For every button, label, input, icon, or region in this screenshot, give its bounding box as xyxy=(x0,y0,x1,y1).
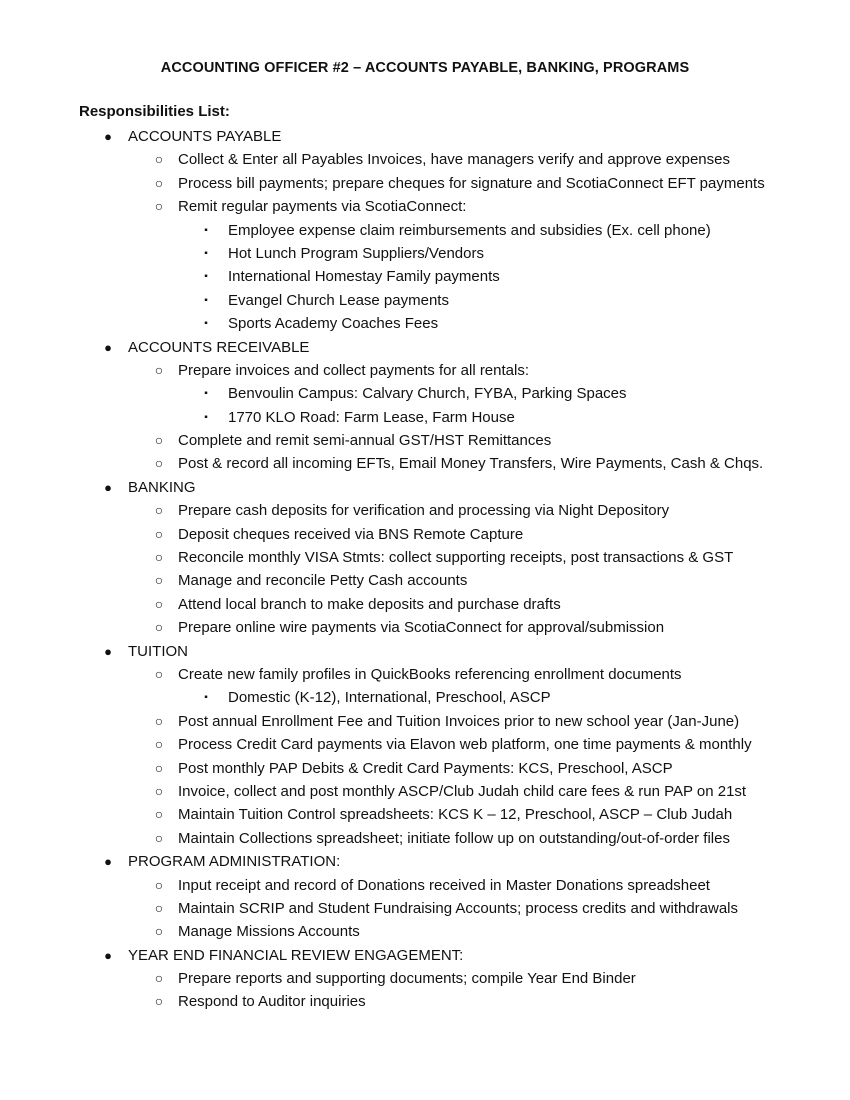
list-item-text: Post monthly PAP Debits & Credit Card Payments: KCS, Preschool, ASCP xyxy=(178,759,673,777)
bullet-level-2-icon: ○ xyxy=(154,174,164,191)
bullet-level-1-icon: ● xyxy=(104,479,112,495)
list-item-text: Employee expense claim reimbursements and subsidies (Ex. cell phone) xyxy=(228,221,711,239)
list-item-level-2 xyxy=(0,499,850,522)
bullet-level-2-icon: ○ xyxy=(154,572,164,589)
list-item-text: 1770 KLO Road: Farm Lease, Farm House xyxy=(228,408,515,426)
list-item-level-2 xyxy=(0,780,850,803)
list-item-text: Benvoulin Campus: Calvary Church, FYBA, Parking Spaces xyxy=(228,385,627,403)
list-item-level-3 xyxy=(0,265,850,288)
list-item-text: TUITION xyxy=(128,642,188,660)
bullet-level-2-icon: ○ xyxy=(154,782,164,799)
bullet-level-1-icon: ● xyxy=(104,643,112,659)
list-item-level-2 xyxy=(0,990,850,1013)
bullet-level-3-icon: ▪ xyxy=(204,271,208,283)
bullet-level-1-icon: ● xyxy=(104,854,112,870)
list-item-text: BANKING xyxy=(128,478,196,496)
list-item-text: Maintain SCRIP and Student Fundraising Accounts; process credits and withdrawals xyxy=(178,899,739,917)
list-item-level-2 xyxy=(0,148,850,171)
bullet-level-3-icon: ▪ xyxy=(204,318,208,330)
bullet-level-2-icon: ○ xyxy=(154,432,164,449)
list-item-level-2 xyxy=(0,616,850,639)
list-item-text: Attend local branch to make deposits and purchase drafts xyxy=(178,595,561,613)
list-item-text: Deposit cheques received via BNS Remote Capture xyxy=(178,525,524,543)
list-item-level-2 xyxy=(0,803,850,826)
list-item-text: Complete and remit semi-annual GST/HST Remittances xyxy=(178,432,552,450)
list-item-level-1 xyxy=(0,476,850,499)
list-item-level-2 xyxy=(0,967,850,990)
list-item-level-2 xyxy=(0,897,850,920)
bullet-level-2-icon: ○ xyxy=(154,759,164,776)
list-item-text: Prepare cash deposits for verification and processing via Night Depository xyxy=(178,502,670,520)
list-item-text: Manage and reconcile Petty Cash accounts xyxy=(178,572,468,590)
bullet-level-2-icon: ○ xyxy=(154,876,164,893)
bullet-level-3-icon: ▪ xyxy=(204,388,208,400)
list-item-text: Process Credit Card payments via Elavon web platform, one time payments & monthly xyxy=(178,736,752,754)
bullet-level-2-icon: ○ xyxy=(154,151,164,168)
list-item-text: PROGRAM ADMINISTRATION: xyxy=(128,853,341,871)
list-item-text: Prepare online wire payments via ScotiaConnect for approval/submission xyxy=(178,619,665,637)
bullet-level-2-icon: ○ xyxy=(154,502,164,519)
list-item-level-3 xyxy=(0,686,850,709)
list-item-level-1 xyxy=(0,336,850,359)
list-item-level-2 xyxy=(0,757,850,780)
list-item-level-2 xyxy=(0,172,850,195)
list-item-text: International Homestay Family payments xyxy=(228,268,500,286)
list-item-level-2 xyxy=(0,359,850,382)
list-item-level-3 xyxy=(0,289,850,312)
list-item-text: ACCOUNTS PAYABLE xyxy=(128,128,282,145)
list-item-text: Hot Lunch Program Suppliers/Vendors xyxy=(228,244,484,262)
responsibilities-heading: Responsibilities List: xyxy=(79,103,230,120)
list-item-level-2 xyxy=(0,195,850,218)
list-item-text: Invoice, collect and post monthly ASCP/Club Judah child care fees & run PAP on 21st xyxy=(178,782,747,800)
bullet-level-3-icon: ▪ xyxy=(204,294,208,306)
list-item-text: Input receipt and record of Donations received in Master Donations spreadsheet xyxy=(178,876,710,894)
bullet-level-2-icon: ○ xyxy=(154,455,164,472)
bullet-level-1-icon: ● xyxy=(104,129,112,144)
list-item-level-2 xyxy=(0,710,850,733)
bullet-level-1-icon: ● xyxy=(104,339,112,355)
list-item-text: Prepare invoices and collect payments for all rentals: xyxy=(178,361,530,379)
list-item-text: Maintain Collections spreadsheet; initiate follow up on outstanding/out-of-order files xyxy=(178,829,730,847)
list-item-text: Post annual Enrollment Fee and Tuition Invoices prior to new school year (Jan-June) xyxy=(178,712,740,730)
list-item-level-3 xyxy=(0,219,850,242)
bullet-level-2-icon: ○ xyxy=(154,595,164,612)
list-item-level-2 xyxy=(0,569,850,592)
bullet-level-2-icon: ○ xyxy=(154,525,164,542)
list-item-level-2 xyxy=(0,827,850,850)
list-item-text: Manage Missions Accounts xyxy=(178,923,360,941)
list-item-level-2 xyxy=(0,452,850,475)
bullet-level-2-icon: ○ xyxy=(154,993,164,1010)
list-item-text: Collect & Enter all Payables Invoices, have managers verify and approve expenses xyxy=(178,151,730,169)
list-item-text: Reconcile monthly VISA Stmts: collect supporting receipts, post transactions & GST xyxy=(178,549,734,567)
list-item-text: Create new family profiles in QuickBooks referencing enrollment documents xyxy=(178,665,682,683)
bullet-level-2-icon: ○ xyxy=(154,923,164,940)
list-item-level-2 xyxy=(0,523,850,546)
bullet-level-2-icon: ○ xyxy=(154,619,164,636)
list-item-text: Respond to Auditor inquiries xyxy=(178,993,366,1011)
list-item-level-3 xyxy=(0,312,850,335)
list-item-level-1 xyxy=(0,640,850,663)
list-item-level-1 xyxy=(0,125,850,148)
bullet-level-2-icon: ○ xyxy=(154,970,164,987)
bullet-level-2-icon: ○ xyxy=(154,361,164,378)
list-item-level-3 xyxy=(0,242,850,265)
bullet-level-2-icon: ○ xyxy=(154,806,164,823)
list-item-level-2 xyxy=(0,546,850,569)
bullet-level-2-icon: ○ xyxy=(154,829,164,846)
list-item-level-2 xyxy=(0,874,850,897)
list-item-text: Evangel Church Lease payments xyxy=(228,291,449,309)
list-item-level-2 xyxy=(0,593,850,616)
list-item-level-2 xyxy=(0,920,850,943)
bullet-level-3-icon: ▪ xyxy=(204,224,208,236)
list-item-text: Prepare reports and supporting documents; compile Year End Binder xyxy=(178,970,636,988)
list-item-text: Post & record all incoming EFTs, Email Money Transfers, Wire Payments, Cash & Chqs. xyxy=(178,455,764,473)
bullet-level-2-icon: ○ xyxy=(154,736,164,753)
bullet-level-2-icon: ○ xyxy=(154,899,164,916)
bullet-level-2-icon: ○ xyxy=(154,549,164,566)
list-item-level-3 xyxy=(0,406,850,429)
list-item-text: Process bill payments; prepare cheques for signature and ScotiaConnect EFT payments xyxy=(178,174,765,192)
bullet-level-3-icon: ▪ xyxy=(204,692,208,704)
list-item-text: Maintain Tuition Control spreadsheets: KCS K – 12, Preschool, ASCP – Club Judah xyxy=(178,806,733,824)
bullet-level-2-icon: ○ xyxy=(154,712,164,729)
list-item-text: YEAR END FINANCIAL REVIEW ENGAGEMENT: xyxy=(128,946,464,964)
list-item-level-1 xyxy=(0,850,850,873)
bullet-level-3-icon: ▪ xyxy=(204,247,208,259)
list-item-text: Remit regular payments via ScotiaConnect: xyxy=(178,198,467,216)
list-item-level-2 xyxy=(0,733,850,756)
bullet-level-3-icon: ▪ xyxy=(204,411,208,423)
list-item-text: Sports Academy Coaches Fees xyxy=(228,315,439,333)
bullet-level-1-icon: ● xyxy=(104,947,112,963)
list-item-level-2 xyxy=(0,429,850,452)
bullet-level-2-icon: ○ xyxy=(154,198,164,215)
list-item-level-1 xyxy=(0,944,850,967)
list-item-text: Domestic (K-12), International, Preschool, ASCP xyxy=(228,689,551,707)
list-item-level-2 xyxy=(0,663,850,686)
responsibilities-list xyxy=(0,125,850,1014)
document-title: ACCOUNTING OFFICER #2 – ACCOUNTS PAYABLE, BANKING, PROGRAMS xyxy=(160,60,690,76)
list-item-level-3 xyxy=(0,382,850,405)
bullet-level-2-icon: ○ xyxy=(154,665,164,682)
list-item-text: ACCOUNTS RECEIVABLE xyxy=(128,338,310,356)
